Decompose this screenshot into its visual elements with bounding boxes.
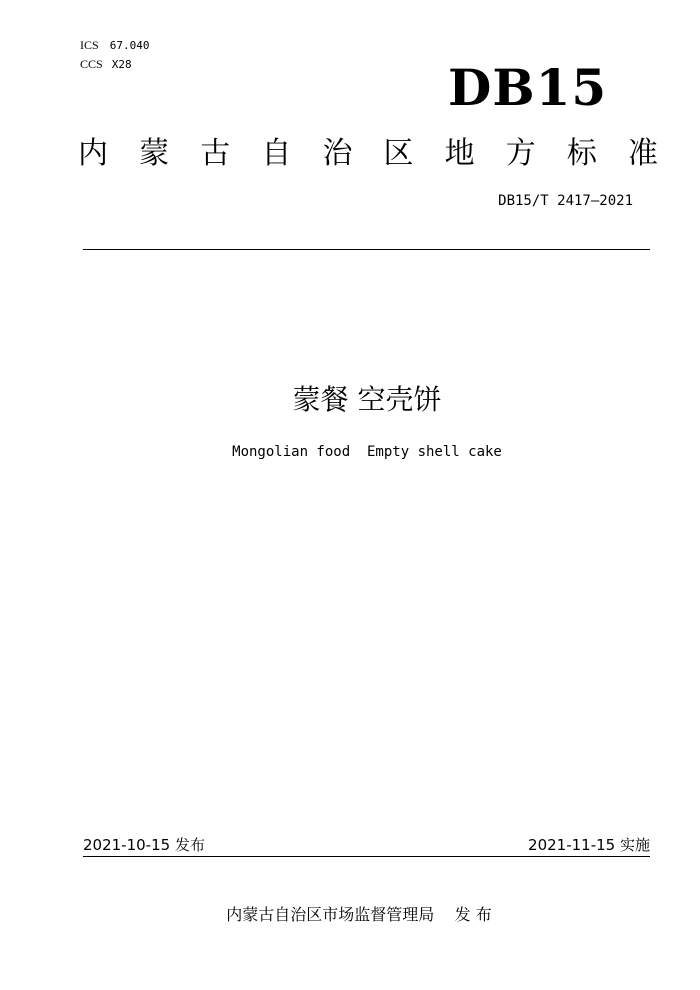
standard-title-char: 标 — [566, 136, 597, 171]
standard-number: DB15/T 2417—2021 — [498, 193, 633, 209]
ics-label: ICS — [80, 38, 99, 52]
header-divider — [83, 249, 650, 250]
standard-title-char: 治 — [322, 136, 353, 171]
standard-title-char: 地 — [444, 136, 475, 171]
issuing-authority: 内蒙古自治区市场监督管理局 发 布 — [226, 905, 492, 924]
standard-title-char: 古 — [200, 136, 231, 171]
ccs-line — [80, 53, 132, 72]
db15-logo: DB15 — [448, 58, 608, 117]
standard-title-char: 内 — [78, 136, 108, 171]
standard-title-char: 蒙 — [139, 136, 170, 171]
ccs-value: X28 — [111, 58, 132, 71]
standard-title-char: 准 — [627, 136, 658, 171]
standard-title-char: 方 — [505, 136, 536, 171]
ccs-label: CCS — [80, 57, 103, 71]
ics-line — [80, 34, 150, 53]
standard-title-char: 自 — [261, 136, 292, 171]
document-title-english: Mongolian food Empty shell cake — [232, 444, 502, 460]
standard-title-char: 区 — [383, 136, 414, 171]
implementation-date: 2021-11-15 实施 — [528, 836, 650, 854]
footer-divider — [83, 856, 650, 857]
ics-value: 67.040 — [109, 39, 150, 52]
publish-date: 2021-10-15 发布 — [83, 836, 205, 854]
document-title-chinese: 蒙餐 空壳饼 — [292, 383, 442, 416]
standard-title — [78, 134, 658, 174]
